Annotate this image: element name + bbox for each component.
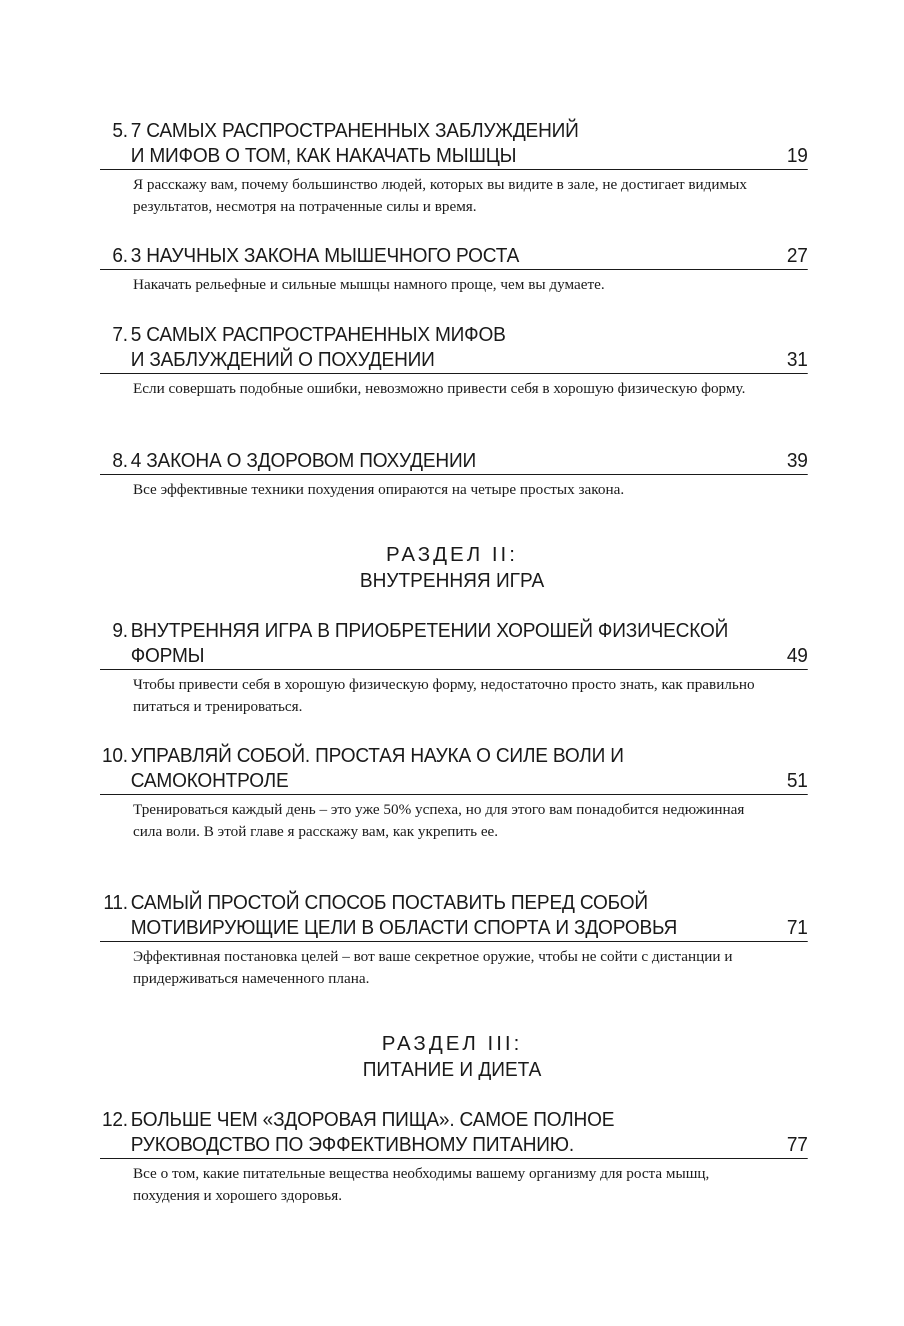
chapter-description: Накачать рельефные и сильные мышцы намного проще, чем вы думаете.	[133, 276, 605, 293]
toc-entry	[100, 118, 808, 218]
page-number: 19	[786, 144, 808, 167]
chapter-number: 10.	[101, 744, 128, 767]
chapter-title-line: И ЗАБЛУЖДЕНИЙ О ПОХУДЕНИИ	[130, 348, 435, 371]
chapter-description: Чтобы привести себя в хорошую физическую форму, недостаточно просто знать, как правильно питаться и тренироваться.	[133, 676, 755, 715]
chapter-description: Я расскажу вам, почему большинство людей, которых вы видите в зале, не достигает видимых результатов, несмотря на потраченные силы и время.	[133, 176, 747, 215]
toc-entry	[100, 1107, 808, 1207]
toc-entry-heading	[100, 118, 808, 170]
chapter-title-line: 4 ЗАКОНА О ЗДОРОВОМ ПОХУДЕНИИ	[130, 449, 476, 472]
page-number: 27	[786, 244, 808, 267]
toc-entry-heading	[100, 243, 808, 270]
chapter-title-line: 5 САМЫХ РАСПРОСТРАНЕННЫХ МИФОВ	[130, 323, 506, 346]
chapter-description: Тренироваться каждый день – это уже 50% успеха, но для этого вам понадобится недюжинная сила воли. В этой главе я расскажу вам, как укрепить ее.	[133, 801, 745, 840]
page-number: 49	[786, 644, 808, 667]
chapter-title-line: ФОРМЫ	[130, 644, 205, 667]
toc-entry	[100, 743, 808, 843]
page-number: 51	[786, 769, 808, 792]
toc-entry	[100, 618, 808, 718]
toc-entry-heading	[100, 618, 808, 670]
chapter-title-line: УПРАВЛЯЙ СОБОЙ. ПРОСТАЯ НАУКА О СИЛЕ ВОЛИ И	[130, 744, 624, 767]
page-number: 77	[786, 1133, 808, 1156]
chapter-number: 11.	[103, 891, 128, 914]
chapter-title-line: 7 САМЫХ РАСПРОСТРАНЕННЫХ ЗАБЛУЖДЕНИЙ	[130, 119, 579, 142]
toc-entry-heading	[100, 890, 808, 942]
section-name: ПИТАНИЕ И ДИЕТА	[362, 1058, 542, 1081]
chapter-title-line: РУКОВОДСТВО ПО ЭФФЕКТИВНОМУ ПИТАНИЮ.	[130, 1133, 574, 1156]
chapter-number: 9.	[112, 619, 128, 642]
section-label: РАЗДЕЛ II:	[386, 543, 518, 566]
chapter-number: 8.	[112, 449, 128, 472]
chapter-title-line: И МИФОВ О ТОМ, КАК НАКАЧАТЬ МЫШЦЫ	[130, 144, 517, 167]
chapter-title-line: 3 НАУЧНЫХ ЗАКОНА МЫШЕЧНОГО РОСТА	[130, 244, 520, 267]
chapter-description: Эффективная постановка целей – вот ваше секретное оружие, чтобы не сойти с дистанции и придерживаться намеченного плана.	[133, 948, 733, 987]
chapter-description: Если совершать подобные ошибки, невозможно привести себя в хорошую физическую форму.	[133, 380, 746, 397]
toc-entry	[100, 448, 808, 501]
chapter-title-line: САМОКОНТРОЛЕ	[130, 769, 289, 792]
chapter-title-line: БОЛЬШЕ ЧЕМ «ЗДОРОВАЯ ПИЩА». САМОЕ ПОЛНОЕ	[130, 1108, 615, 1131]
page-number: 39	[786, 449, 808, 472]
section-name: ВНУТРЕННЯЯ ИГРА	[359, 569, 545, 592]
toc-entry-heading	[100, 743, 808, 795]
toc-entry-heading	[100, 322, 808, 374]
chapter-number: 5.	[112, 119, 128, 142]
toc-entry	[100, 890, 808, 990]
toc-entry-heading	[100, 448, 808, 475]
chapter-description: Все эффективные техники похудения опираются на четыре простых закона.	[133, 481, 625, 498]
toc-entry-heading	[100, 1107, 808, 1159]
toc-entry	[100, 243, 808, 296]
section-label: РАЗДЕЛ III:	[381, 1032, 523, 1055]
section-heading	[0, 542, 904, 594]
page-number: 31	[786, 348, 808, 371]
chapter-title-line: МОТИВИРУЮЩИЕ ЦЕЛИ В ОБЛАСТИ СПОРТА И ЗДОРОВЬЯ	[130, 916, 678, 939]
chapter-number: 7.	[112, 323, 128, 346]
section-heading	[0, 1031, 904, 1083]
chapter-number: 6.	[112, 244, 128, 267]
chapter-title-line: САМЫЙ ПРОСТОЙ СПОСОБ ПОСТАВИТЬ ПЕРЕД СОБОЙ	[130, 891, 648, 914]
chapter-title-line: ВНУТРЕННЯЯ ИГРА В ПРИОБРЕТЕНИИ ХОРОШЕЙ ФИЗИЧЕСКОЙ	[130, 619, 729, 642]
chapter-description: Все о том, какие питательные вещества необходимы вашему организму для роста мышц, похудения и хорошего здоровья.	[133, 1165, 710, 1204]
page-number: 71	[786, 916, 808, 939]
chapter-number: 12.	[101, 1108, 128, 1131]
toc-entry	[100, 322, 808, 400]
